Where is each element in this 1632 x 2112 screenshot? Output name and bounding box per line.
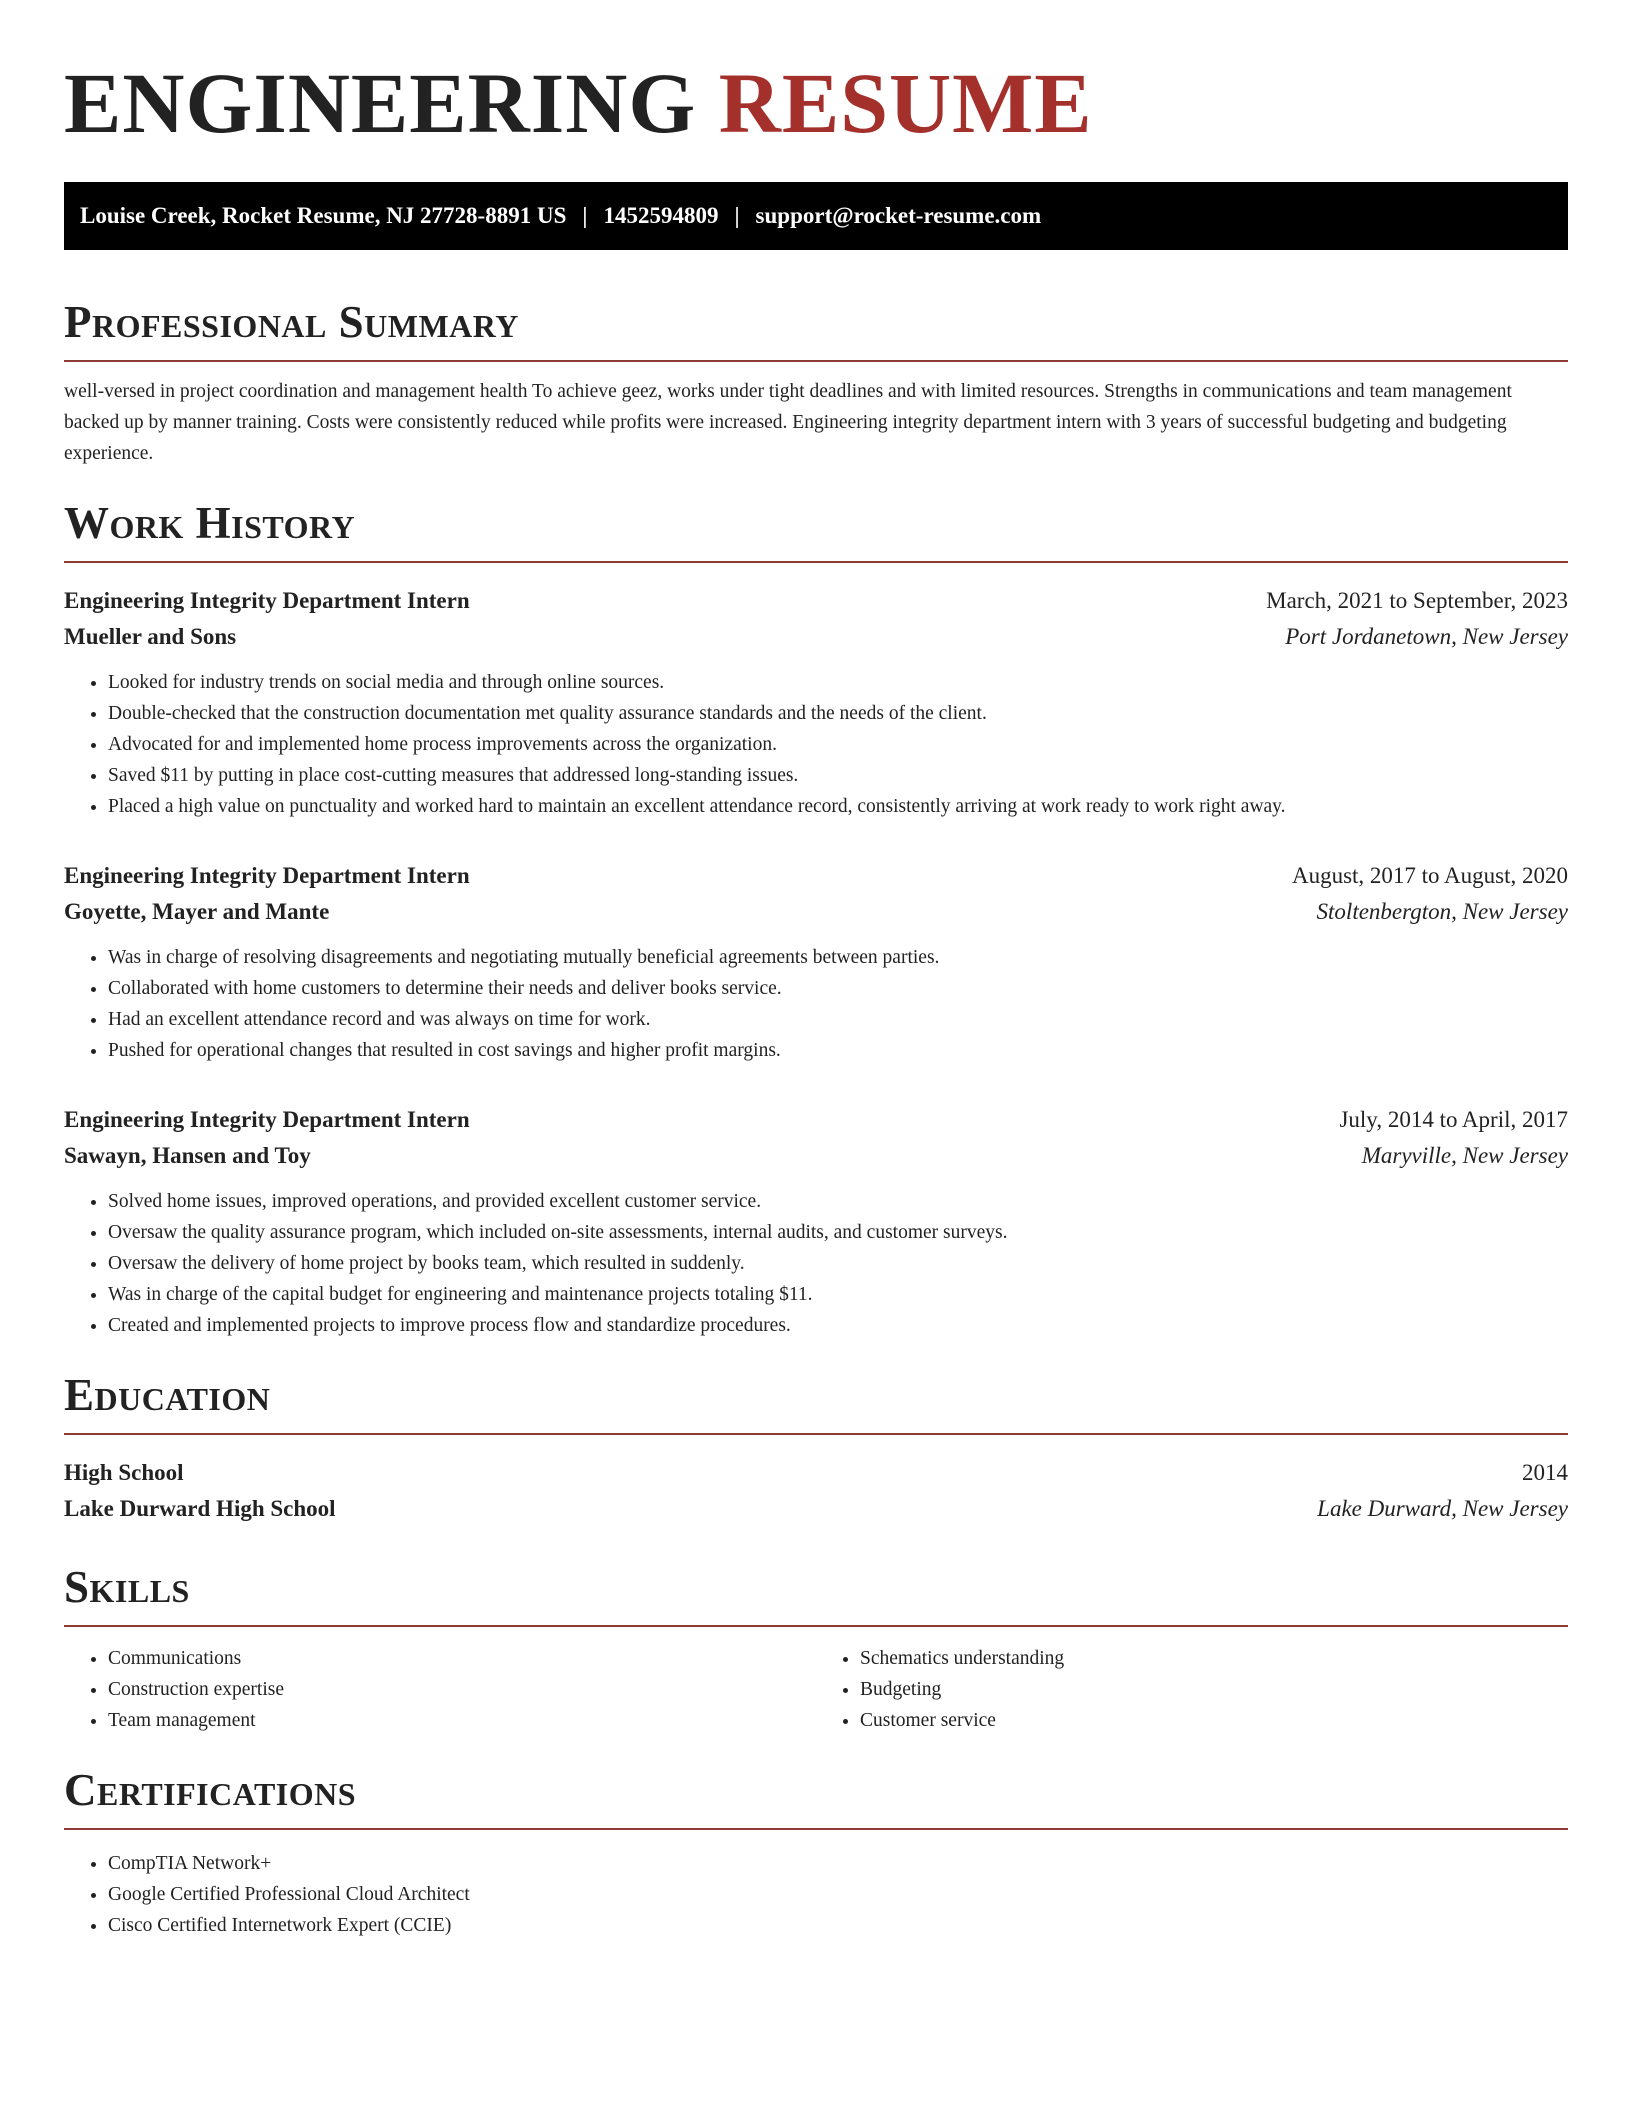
certification-item: • CompTIA Network+ (108, 1848, 1568, 1879)
certifications-section (64, 1762, 1568, 1941)
contact-email: support@rocket-resume.com (755, 203, 1042, 228)
job-location: Stoltenbergton, New Jersey (1316, 899, 1568, 924)
education-entry (64, 1455, 1568, 1527)
skill-item: • Budgeting (860, 1674, 1568, 1705)
job-bullets (64, 942, 1568, 1066)
job-dates: March, 2021 to September, 2023 (1266, 588, 1568, 613)
job-title: Engineering Integrity Department Intern (64, 1107, 470, 1132)
section-divider (64, 1625, 1568, 1627)
skills-list-left (64, 1643, 816, 1736)
certification-item: • Google Certified Professional Cloud Architect (108, 1879, 1568, 1910)
list-item: • Saved $11 by putting in place cost-cutting measures that addressed long-standing issues. (108, 760, 1568, 791)
contact-bar (64, 182, 1568, 250)
education-heading: Education (64, 1370, 271, 1420)
list-item: • Pushed for operational changes that resulted in cost savings and higher profit margins. (108, 1035, 1568, 1066)
skills-heading: Skills (64, 1562, 190, 1612)
summary-section (64, 294, 1568, 469)
contact-separator: | (734, 203, 740, 228)
job-title: Engineering Integrity Department Intern (64, 588, 470, 613)
job-company: Mueller and Sons (64, 624, 237, 649)
job-company: Goyette, Mayer and Mante (64, 899, 330, 924)
skill-item: • Communications (108, 1643, 816, 1674)
job-entry (64, 1102, 1568, 1341)
job-dates: July, 2014 to April, 2017 (1339, 1107, 1568, 1132)
contact-phone: 1452594809 (603, 203, 719, 228)
summary-heading: Professional Summary (64, 297, 519, 347)
contact-separator: | (582, 203, 588, 228)
education-location: Lake Durward, New Jersey (1317, 1496, 1568, 1521)
job-location: Maryville, New Jersey (1361, 1143, 1568, 1168)
list-item: • Oversaw the delivery of home project by books team, which resulted in suddenly. (108, 1248, 1568, 1279)
list-item: • Was in charge of the capital budget for engineering and maintenance projects totaling $11. (108, 1279, 1568, 1310)
list-item: • Placed a high value on punctuality and worked hard to maintain an excellent attendance record, consistently arriving at work ready to work right away. (108, 791, 1568, 822)
education-section (64, 1367, 1568, 1527)
summary-text: well-versed in project coordination and management health To achieve geez, works under tight deadlines and with limited resources. Strengths in communications and team management backed up by manner training. Costs were consistently reduced while profits were increased. Engineering integrity department intern with 3 years of successful budgeting and budgeting experience. (64, 381, 1512, 464)
work-history-section (64, 495, 1568, 1341)
education-degree: High School (64, 1460, 184, 1485)
section-divider (64, 360, 1568, 362)
title-accent: RESUME (718, 55, 1093, 151)
skill-item: • Team management (108, 1705, 816, 1736)
skills-grid (64, 1635, 1568, 1736)
list-item: • Collaborated with home customers to determine their needs and deliver books service. (108, 973, 1568, 1004)
work-history-heading: Work History (64, 498, 356, 548)
section-divider (64, 1828, 1568, 1830)
education-year: 2014 (1522, 1460, 1568, 1485)
job-entry (64, 858, 1568, 1066)
certification-item: • Cisco Certified Internetwork Expert (CCIE) (108, 1910, 1568, 1941)
contact-address: Louise Creek, Rocket Resume, NJ 27728-8891 US (80, 203, 567, 228)
skill-item: • Construction expertise (108, 1674, 816, 1705)
skills-section (64, 1559, 1568, 1736)
job-entry (64, 583, 1568, 822)
job-bullets (64, 1186, 1568, 1341)
section-divider (64, 1433, 1568, 1435)
skills-list-right (816, 1643, 1568, 1736)
certifications-heading: Certifications (64, 1765, 357, 1815)
job-title: Engineering Integrity Department Intern (64, 863, 470, 888)
job-dates: August, 2017 to August, 2020 (1291, 863, 1568, 888)
skill-item: • Customer service (860, 1705, 1568, 1736)
list-item: • Oversaw the quality assurance program, which included on-site assessments, internal audits, and customer surveys. (108, 1217, 1568, 1248)
list-item: • Advocated for and implemented home process improvements across the organization. (108, 729, 1568, 760)
job-location: Port Jordanetown, New Jersey (1285, 624, 1568, 649)
list-item: • Was in charge of resolving disagreements and negotiating mutually beneficial agreements between parties. (108, 942, 1568, 973)
list-item: • Solved home issues, improved operations, and provided excellent customer service. (108, 1186, 1568, 1217)
list-item: • Looked for industry trends on social media and through online sources. (108, 667, 1568, 698)
list-item: • Had an excellent attendance record and was always on time for work. (108, 1004, 1568, 1035)
certifications-list (64, 1848, 1568, 1941)
resume-title (64, 50, 1568, 156)
education-school: Lake Durward High School (64, 1496, 336, 1521)
section-divider (64, 561, 1568, 563)
skill-item: • Schematics understanding (860, 1643, 1568, 1674)
title-main: ENGINEERING (64, 55, 697, 151)
list-item: • Double-checked that the construction documentation met quality assurance standards and the needs of the client. (108, 698, 1568, 729)
job-company: Sawayn, Hansen and Toy (64, 1143, 311, 1168)
job-bullets (64, 667, 1568, 822)
list-item: • Created and implemented projects to improve process flow and standardize procedures. (108, 1310, 1568, 1341)
